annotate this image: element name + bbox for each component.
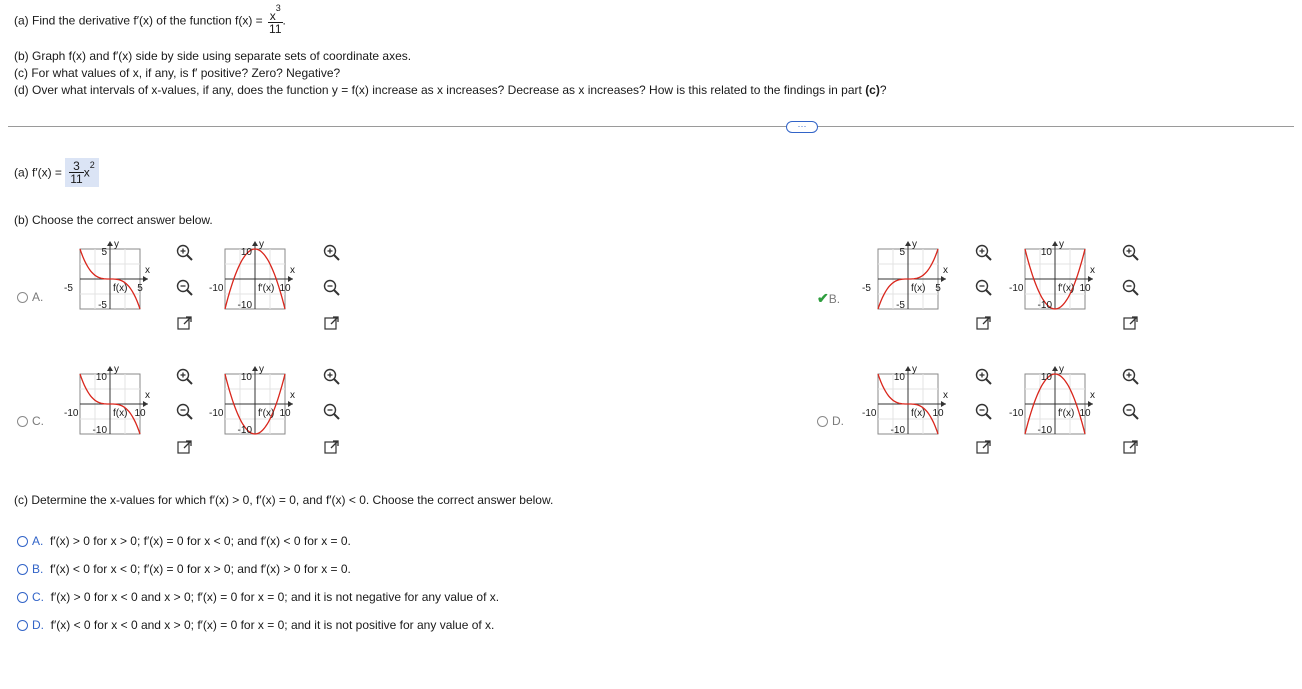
graph-d-fprime-tools [1122, 368, 1142, 448]
option-c-b[interactable]: B. f′(x) < 0 for x < 0; f′(x) = 0 for x > 0; and f′(x) > 0 for x = 0. [17, 562, 351, 576]
zoom-out-icon[interactable] [323, 403, 341, 421]
radio-option-a[interactable] [17, 292, 28, 303]
y-axis-label: y [114, 364, 119, 375]
question-part-a: (a) Find the derivative f′(x) of the function f(x) = $\frac{x^3}{11}$ . [14, 3, 286, 36]
option-b-b[interactable]: ✔B. [817, 290, 841, 306]
zoom-out-icon[interactable] [975, 403, 993, 421]
popout-icon[interactable] [1122, 314, 1140, 332]
x-axis-label: x [943, 390, 948, 401]
y-axis-label: y [259, 239, 264, 250]
zoom-in-icon[interactable] [176, 368, 194, 386]
zoom-out-icon[interactable] [176, 279, 194, 297]
option-c-a[interactable]: A. f′(x) > 0 for x > 0; f′(x) = 0 for x < 0; and f′(x) < 0 for x = 0. [17, 534, 351, 548]
x-arrow-icon [1088, 401, 1093, 407]
y-axis-label: y [114, 239, 119, 250]
more-button[interactable]: ··· [786, 121, 818, 133]
x-tick-max: 10 [1079, 283, 1091, 294]
x-arrow-icon [143, 276, 148, 282]
x-tick-min: -5 [862, 283, 871, 294]
y-arrow-icon [107, 366, 113, 371]
graph-a-f-tools [176, 244, 196, 324]
y-tick-min: -10 [237, 425, 252, 436]
part-c-prompt: (c) Determine the x-values for which f′(x) > 0, f′(x) = 0, and f′(x) < 0. Choose the correct answer below. [14, 493, 554, 507]
y-arrow-icon [905, 241, 911, 246]
y-arrow-icon [107, 241, 113, 246]
y-arrow-icon [1052, 366, 1058, 371]
y-arrow-icon [1052, 241, 1058, 246]
zoom-out-icon[interactable] [323, 279, 341, 297]
x-tick-min: -5 [64, 283, 73, 294]
x-tick-max: 10 [279, 408, 291, 419]
x-arrow-icon [941, 401, 946, 407]
y-tick-min: -5 [896, 300, 905, 311]
part-b-prompt: (b) Choose the correct answer below. [14, 213, 213, 227]
zoom-in-icon[interactable] [176, 244, 194, 262]
x-arrow-icon [1088, 276, 1093, 282]
graph-c-f-tools [176, 368, 196, 448]
function-fraction: $\frac{x^3}{11}$ [269, 3, 282, 36]
option-b-d[interactable]: D. [817, 414, 844, 428]
question-part-d: (d) Over what intervals of x-values, if any, does the function y = f(x) increase as x increases? Decrease as x increases? How is this related to the findings in part (c)? [14, 83, 887, 97]
x-tick-max: 10 [932, 408, 944, 419]
x-axis-label: x [145, 265, 150, 276]
answer-a-box[interactable]: $\frac{3}{11}$ $x^2$ [65, 158, 98, 187]
graph-d-fprime [1005, 364, 1110, 442]
curve-label: f(x) [113, 283, 128, 294]
zoom-out-icon[interactable] [1122, 279, 1140, 297]
x-axis-label: x [290, 265, 295, 276]
y-tick-min: -10 [237, 300, 252, 311]
question-part-b: (b) Graph f(x) and f′(x) side by side using separate sets of coordinate axes. [14, 49, 412, 63]
y-tick-max: 10 [893, 372, 905, 383]
popout-icon[interactable] [1122, 438, 1140, 456]
y-axis-label: y [1059, 364, 1064, 375]
x-tick-min: -10 [1009, 408, 1024, 419]
x-axis-label: x [145, 390, 150, 401]
x-tick-min: -10 [209, 408, 224, 419]
x-tick-min: -10 [1009, 283, 1024, 294]
x-tick-min: -10 [862, 408, 877, 419]
radio-option-d[interactable] [817, 416, 828, 427]
option-c-d[interactable]: D. f′(x) < 0 for x < 0 and x > 0; f′(x) = 0 for x = 0; and it is not positive for any value of x. [17, 618, 494, 632]
curve-label: f′(x) [258, 283, 275, 294]
y-tick-min: -10 [1037, 425, 1052, 436]
popout-icon[interactable] [323, 438, 341, 456]
y-tick-max: 5 [101, 247, 107, 258]
graph-a-fprime [205, 239, 310, 317]
y-axis-label: y [1059, 239, 1064, 250]
y-axis-label: y [259, 364, 264, 375]
y-tick-max: 10 [240, 372, 252, 383]
curve-label: f′(x) [1058, 408, 1075, 419]
popout-icon[interactable] [176, 438, 194, 456]
option-b-a[interactable]: A. [17, 290, 43, 304]
graph-d-f-tools [975, 368, 995, 448]
popout-icon[interactable] [176, 314, 194, 332]
zoom-in-icon[interactable] [1122, 244, 1140, 262]
radio-c-a[interactable] [17, 536, 28, 547]
radio-c-d[interactable] [17, 620, 28, 631]
graph-c-f [60, 364, 165, 442]
x-axis-label: x [1090, 390, 1095, 401]
y-tick-min: -10 [1037, 300, 1052, 311]
y-tick-max: 10 [1040, 247, 1052, 258]
zoom-in-icon[interactable] [323, 368, 341, 386]
y-tick-min: -10 [92, 425, 107, 436]
zoom-out-icon[interactable] [176, 403, 194, 421]
curve-label: f′(x) [258, 408, 275, 419]
curve-label: f(x) [113, 408, 128, 419]
checkmark-icon: ✔ [817, 290, 829, 306]
y-tick-min: -10 [890, 425, 905, 436]
option-c-c[interactable]: C. f′(x) > 0 for x < 0 and x > 0; f′(x) = 0 for x = 0; and it is not negative for any value of x. [17, 590, 499, 604]
curve-label: f(x) [911, 408, 926, 419]
x-tick-max: 5 [137, 283, 143, 294]
x-tick-max: 10 [1079, 408, 1091, 419]
popout-icon[interactable] [323, 314, 341, 332]
zoom-in-icon[interactable] [1122, 368, 1140, 386]
x-arrow-icon [288, 401, 293, 407]
zoom-in-icon[interactable] [975, 368, 993, 386]
graph-b-f-tools [975, 244, 995, 324]
y-arrow-icon [252, 366, 258, 371]
radio-option-c[interactable] [17, 416, 28, 427]
x-tick-min: -10 [64, 408, 79, 419]
x-tick-max: 10 [134, 408, 146, 419]
y-tick-min: -5 [98, 300, 107, 311]
option-b-c[interactable]: C. [17, 414, 44, 428]
y-tick-max: 10 [240, 247, 252, 258]
popout-icon[interactable] [975, 314, 993, 332]
y-tick-max: 10 [95, 372, 107, 383]
x-tick-min: -10 [209, 283, 224, 294]
y-axis-label: y [912, 239, 917, 250]
x-tick-max: 5 [935, 283, 941, 294]
x-arrow-icon [288, 276, 293, 282]
curve-label: f′(x) [1058, 283, 1075, 294]
divider [8, 126, 1294, 127]
radio-c-c[interactable] [17, 592, 28, 603]
zoom-in-icon[interactable] [975, 244, 993, 262]
zoom-in-icon[interactable] [323, 244, 341, 262]
radio-c-b[interactable] [17, 564, 28, 575]
graph-c-fprime-tools [323, 368, 343, 448]
y-axis-label: y [912, 364, 917, 375]
curve-label: f(x) [911, 283, 926, 294]
x-arrow-icon [941, 276, 946, 282]
question-part-c: (c) For what values of x, if any, is f′ positive? Zero? Negative? [14, 66, 341, 80]
y-tick-max: 5 [899, 247, 905, 258]
y-tick-max: 10 [1040, 372, 1052, 383]
x-axis-label: x [290, 390, 295, 401]
graph-b-fprime [1005, 239, 1110, 317]
x-tick-max: 10 [279, 283, 291, 294]
answer-a: (a) f′(x) = $\frac{3}{11}$ $x^2$ [14, 158, 99, 187]
graph-a-fprime-tools [323, 244, 343, 324]
graph-c-fprime [205, 364, 310, 442]
graph-a-f [60, 239, 165, 317]
zoom-out-icon[interactable] [1122, 403, 1140, 421]
y-arrow-icon [905, 366, 911, 371]
x-arrow-icon [143, 401, 148, 407]
zoom-out-icon[interactable] [975, 279, 993, 297]
graph-b-f [858, 239, 963, 317]
x-axis-label: x [943, 265, 948, 276]
popout-icon[interactable] [975, 438, 993, 456]
graph-d-f [858, 364, 963, 442]
graph-b-fprime-tools [1122, 244, 1142, 324]
x-axis-label: x [1090, 265, 1095, 276]
y-arrow-icon [252, 241, 258, 246]
